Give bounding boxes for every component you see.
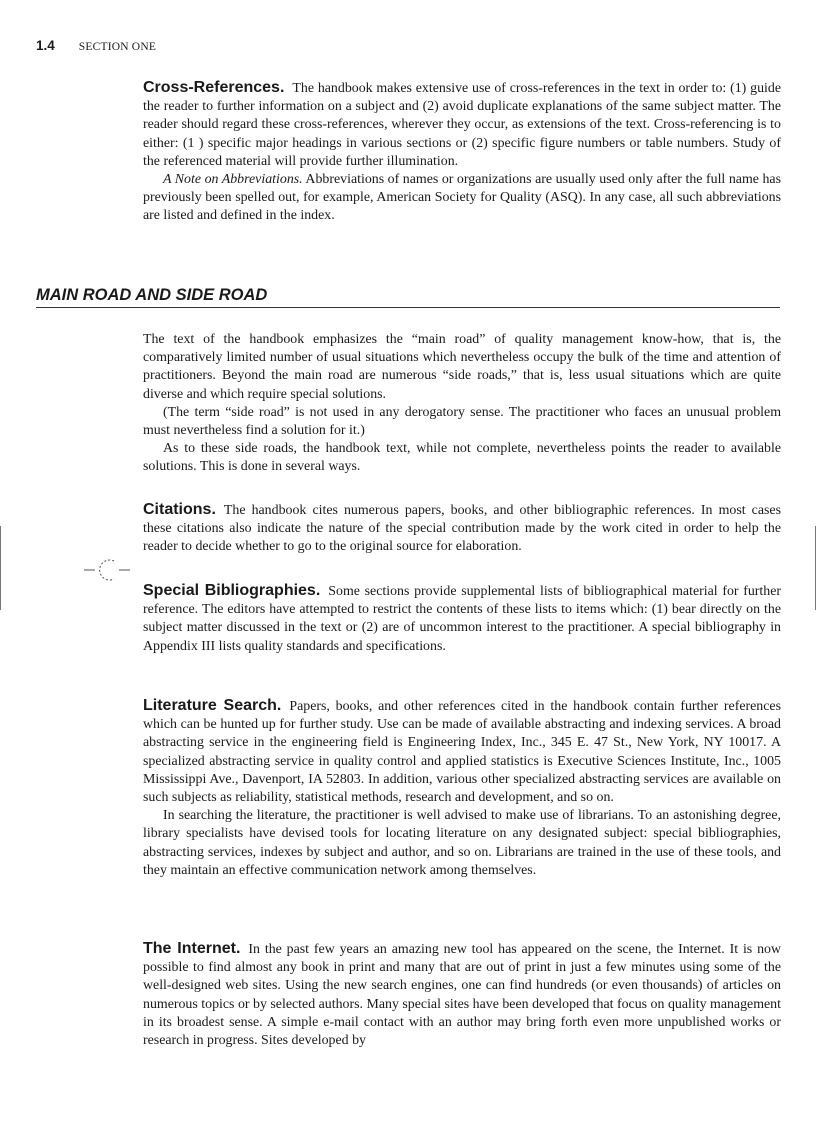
left-margin-rule [0, 526, 1, 610]
literature-search-block [143, 697, 781, 880]
citations-block [143, 501, 781, 557]
internet-text: In the past few years an amazing new tool has appeared on the scene, the Internet. It is now possible to find almost any book in print and many that are out of print in just a few minutes using some of the well-designed web sites. Using the new search engines, one can find hundreds (or even thousands) of articles on numerous topics or by selected authors. Many special sites have been developed that focus on quality management in its broadest sense. A simple e-mail contact with an author may bring forth even more unpublished works or research in progress. Sites developed by [143, 942, 781, 1049]
main-road-paragraph-3: As to these side roads, the handbook text, while not complete, nevertheless points the reader to available solutions. This is done in several ways. [143, 441, 781, 475]
running-header [36, 37, 156, 53]
special-bibliographies-heading: Special Bibliographies. [143, 582, 321, 599]
internet-block [143, 940, 781, 1050]
main-road-paragraph-1: The text of the handbook emphasizes the “main road” of quality management know-how, that is, the comparatively limited number of usual situations which nevertheless occupy the bulk of the time and attention of practitioners. Beyond the main road are numerous “side roads,” that is, less usual situations which are quite diverse and which require special solutions. [143, 332, 781, 402]
section-title-main-road: MAIN ROAD AND SIDE ROAD [36, 286, 780, 308]
cross-references-block [143, 79, 781, 226]
main-road-paragraph-2: (The term “side road” is not used in any derogatory sense. The practitioner who faces an unusual problem must nevertheless find a solution for it.) [143, 404, 781, 439]
page-number: 1.4 [36, 38, 55, 53]
citations-heading: Citations. [143, 501, 216, 518]
cross-references-text: The handbook makes extensive use of cross-references in the text in order to: (1) guide the reader to further information on a subject and (2) avoid duplicate explanations of the same subject matter. The reader should regard these cross-references, wherever they occur, as extensions of the text. Cross-referencing is to either: (1 ) specific major headings in various sections or (2) specific figure numbers or table numbers. Study of the referenced material will provide further illumination. [143, 81, 781, 169]
literature-search-text-2: In searching the literature, the practitioner is well advised to make use of librarians. To an astonishing degree, library specialists have devised tools for locating literature on any designated subject: special bibliographies, abstracting services, indexes by subject and author, and so on. Librarians are trained in the use of these tools, and they maintain an effective communication network among themselves. [143, 808, 781, 878]
cross-references-heading: Cross-References. [143, 79, 285, 96]
internet-heading: The Internet. [143, 940, 241, 957]
citations-text: The handbook cites numerous papers, books, and other bibliographic references. In most cases these citations also indicate the nature of the special contribution made by the work cited in order to help the reader to decide whether to go to the original source for elaboration. [143, 503, 781, 555]
section-label: SECTION ONE [78, 41, 157, 53]
main-road-block [143, 331, 781, 477]
literature-search-text: Papers, books, and other references cited in the handbook contain further references which can be hunted up for further study. Use can be made of available abstracting and indexing services. A broad abstracting service in the engineering field is Engineering Index, Inc., 345 E. 47 St., New York, NY 10017. A specialized abstracting service in quality control and applied statistics is Executive Sciences Institute, Inc., 1005 Mississippi Ave., Davenport, IA 52803. In addition, various other specialized abstracting services are available on such subjects as reliability, statistical methods, research and development, and so on. [143, 699, 781, 806]
literature-search-heading: Literature Search. [143, 697, 282, 714]
crop-mark-icon [84, 557, 130, 583]
abbreviations-note-label: A Note on Abbreviations. [163, 172, 303, 188]
special-bibliographies-text: Some sections provide supplemental lists of bibliographical material for further reference. The editors have attempted to restrict the contents of these lists to items which: (1) bear directly on the subject matter discussed in the text or (2) are of uncommon interest to the practitioner. A special bibliography in Appendix III lists quality standards and specifications. [143, 584, 782, 654]
special-bibliographies-block [143, 582, 781, 656]
abbreviations-note-text: Abbreviations of names or organizations are usually used only after the full name has previously been spelled out, for example, American Society for Quality (ASQ). In any case, all such abbreviations are listed and defined in the index. [143, 172, 781, 224]
